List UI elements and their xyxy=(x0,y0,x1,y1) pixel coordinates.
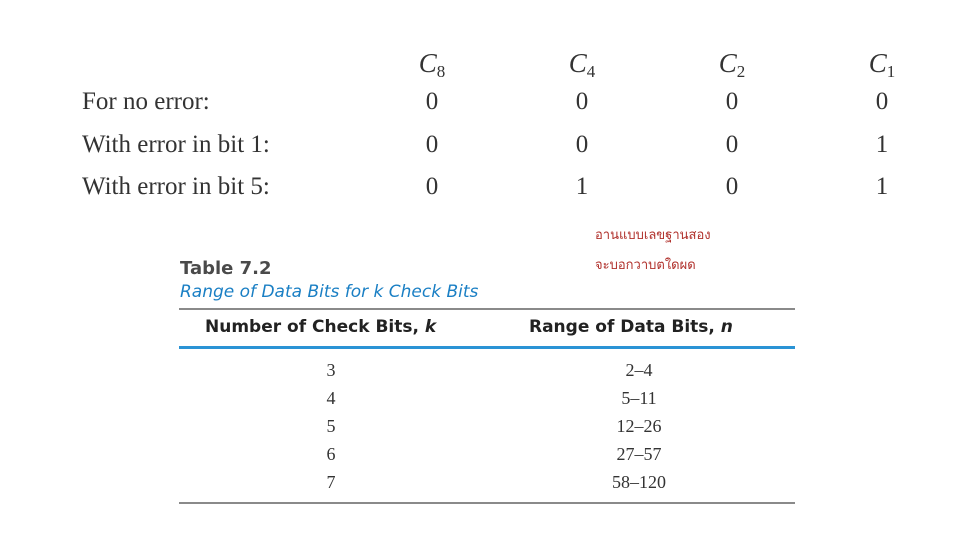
cell-value: 0 xyxy=(425,173,439,200)
col-header-c1: $C_1$ xyxy=(868,48,896,81)
syndrome-example xyxy=(0,0,960,220)
cell-value: 0 xyxy=(725,88,739,115)
row-label-error-bit5: With error in bit 5: xyxy=(82,173,270,200)
table-cell-k: 4 xyxy=(326,388,336,408)
cell-value: 0 xyxy=(725,131,739,158)
table-title: Table 7.2 xyxy=(180,258,272,279)
table-cell-k: 5 xyxy=(326,416,336,436)
table-header-rule xyxy=(179,346,795,349)
table-subtitle: Range of Data Bits for k Check Bits xyxy=(180,282,479,302)
cell-value: 1 xyxy=(875,131,889,158)
cell-value: 0 xyxy=(425,131,439,158)
annotation-line-2: จะบอกวาบตใดผด xyxy=(595,258,696,273)
table-cell-k: 3 xyxy=(326,360,336,380)
table-cell-n: 5–11 xyxy=(621,388,657,408)
row-label-no-error: For no error: xyxy=(82,88,210,115)
table-cell-n: 2–4 xyxy=(625,360,653,380)
cell-value: 0 xyxy=(575,131,589,158)
row-label-error-bit1: With error in bit 1: xyxy=(82,131,270,158)
col-header-c2: $C_2$ xyxy=(718,48,746,81)
column-header-data-bits: Range of Data Bits, n xyxy=(529,317,733,337)
cell-value: 0 xyxy=(875,88,889,115)
table-cell-k: 6 xyxy=(326,444,336,464)
table-bottom-rule xyxy=(179,502,795,504)
cell-value: 0 xyxy=(725,173,739,200)
cell-value: 0 xyxy=(425,88,439,115)
col-header-c8: $C_8$ xyxy=(418,48,446,81)
col-header-c4: $C_4$ xyxy=(568,48,596,81)
table-top-rule xyxy=(179,308,795,310)
table-cell-n: 27–57 xyxy=(616,444,662,464)
annotation-line-1: อานแบบเลขฐานสอง xyxy=(595,228,711,243)
table-cell-n: 58–120 xyxy=(612,472,666,492)
table-cell-n: 12–26 xyxy=(616,416,662,436)
cell-value: 1 xyxy=(575,173,589,200)
column-header-check-bits: Number of Check Bits, k xyxy=(205,317,437,337)
table-cell-k: 7 xyxy=(326,472,336,492)
cell-value: 0 xyxy=(575,88,589,115)
cell-value: 1 xyxy=(875,173,889,200)
